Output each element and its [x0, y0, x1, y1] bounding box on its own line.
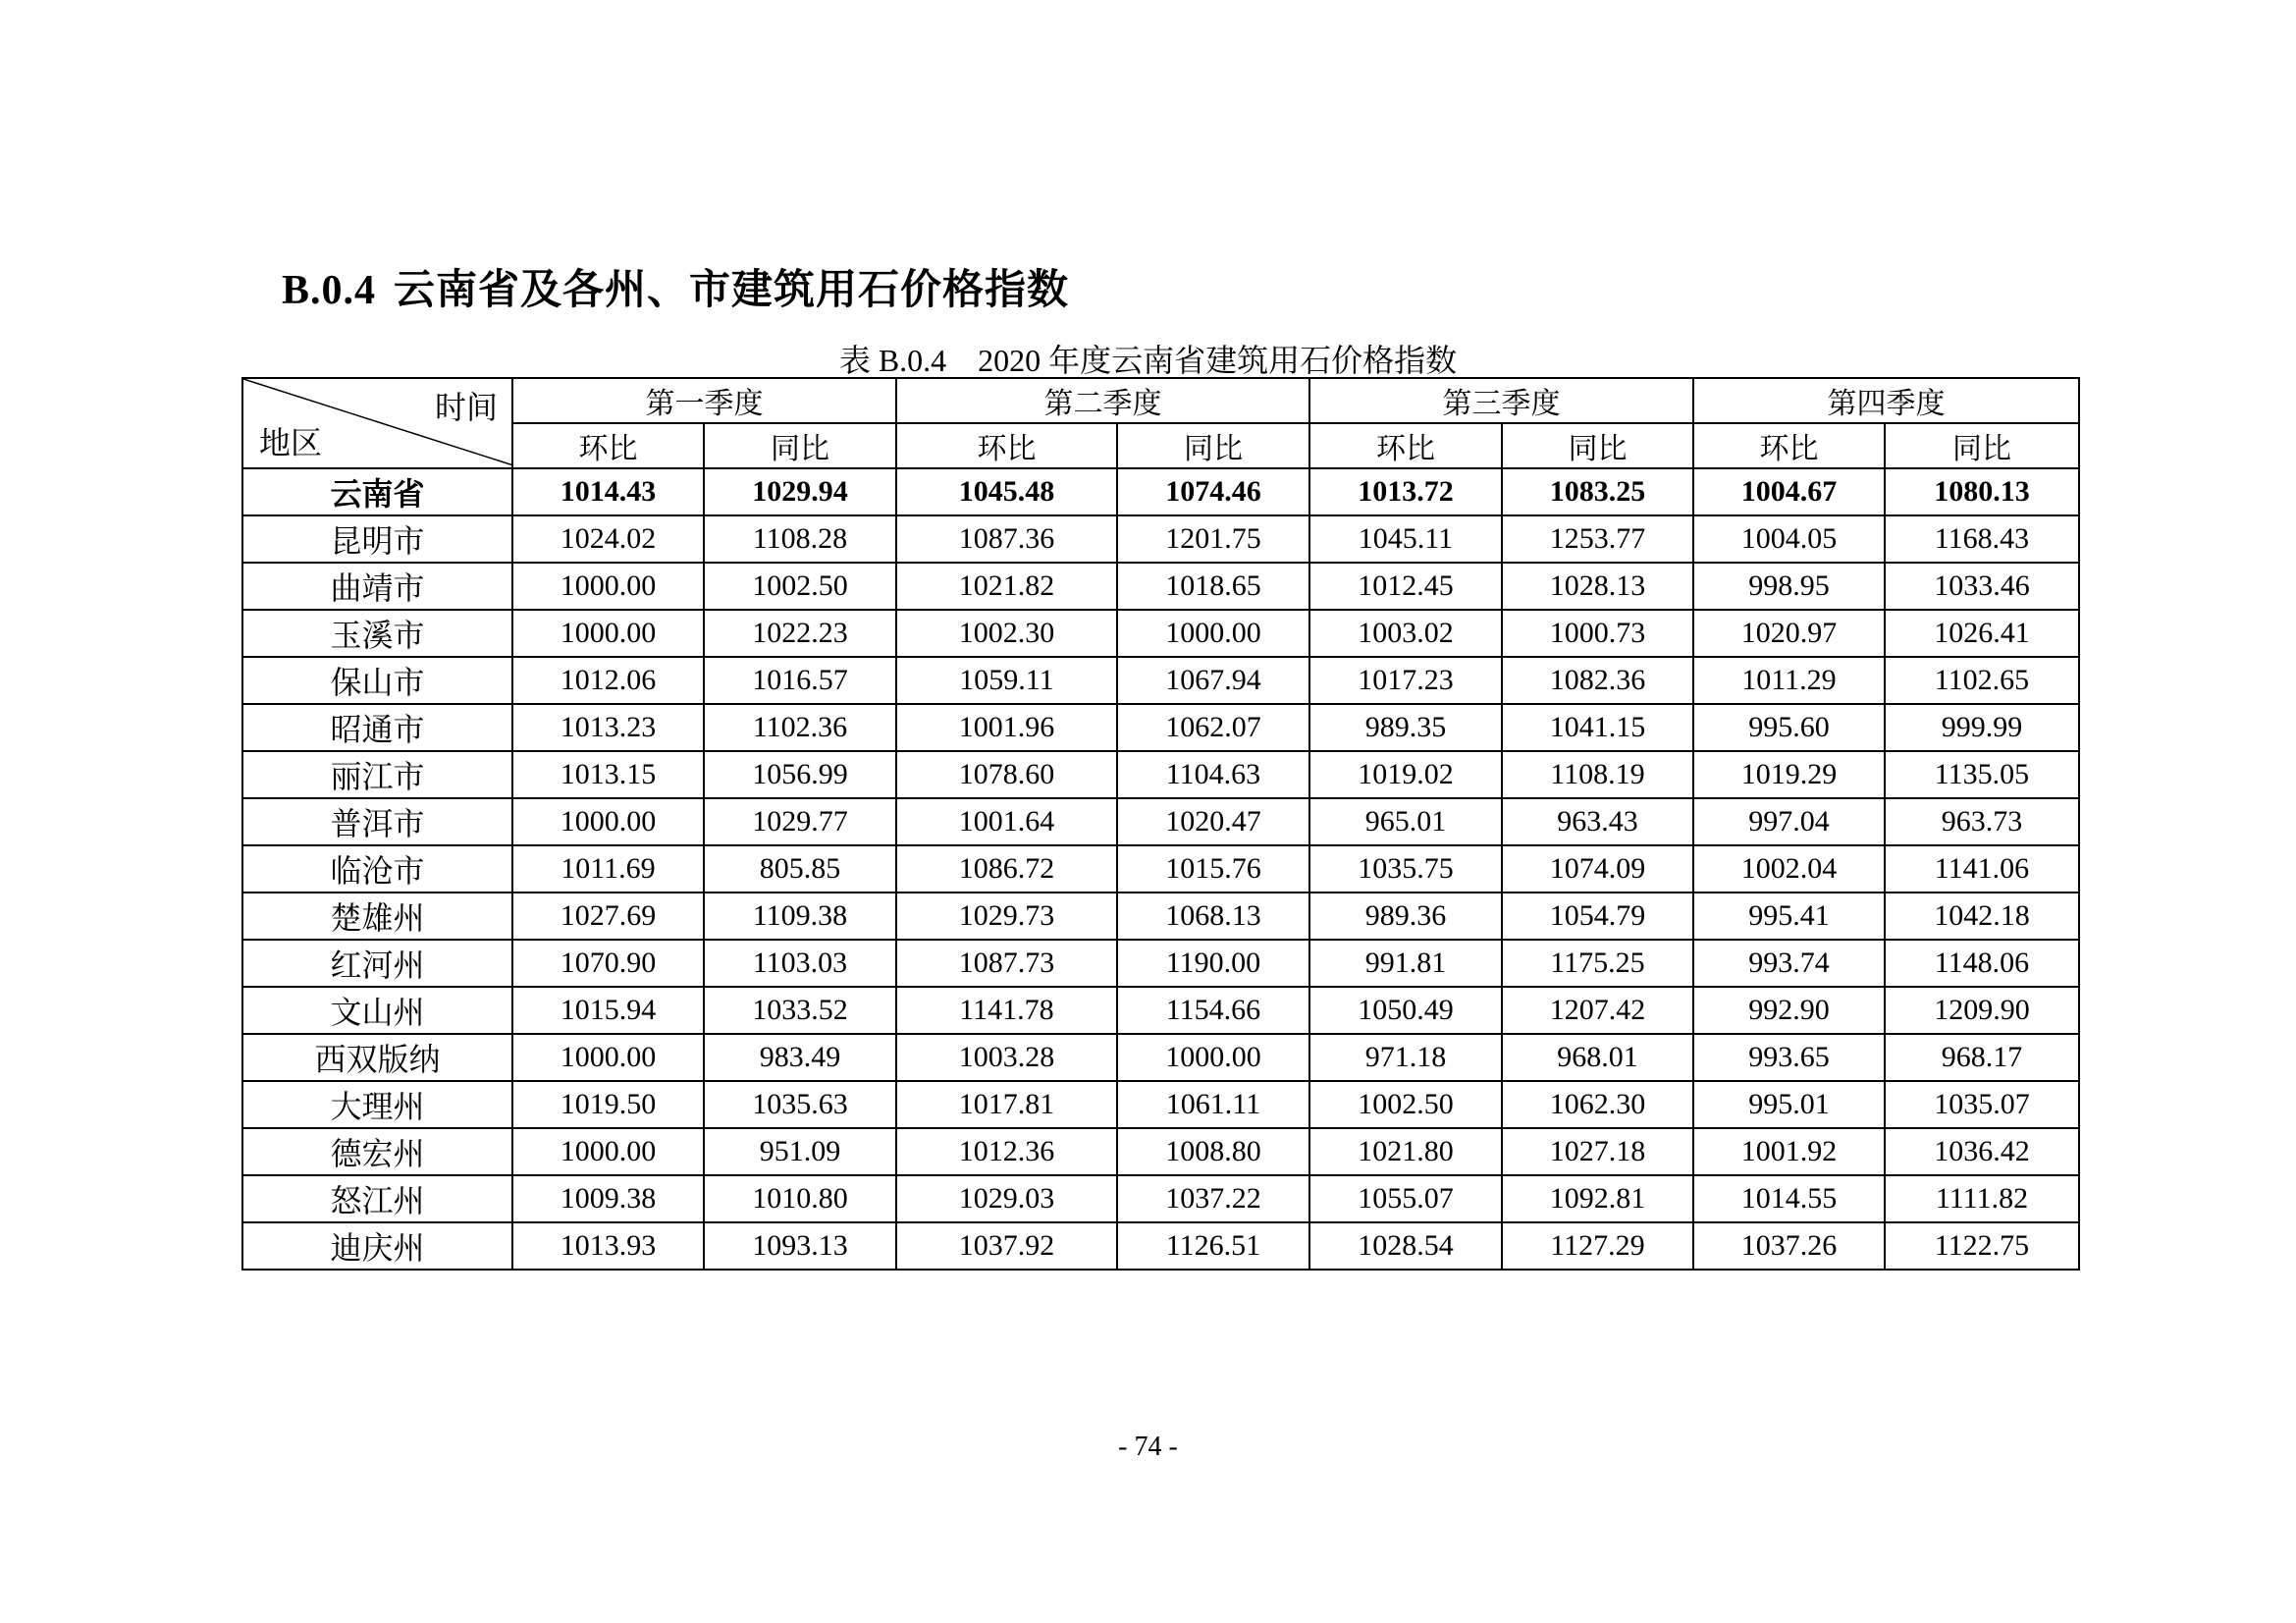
index-value-cell: 1011.29	[1693, 657, 1885, 704]
index-value-cell: 1004.67	[1693, 468, 1885, 515]
index-value-cell: 1037.26	[1693, 1222, 1885, 1270]
index-value-cell: 1122.75	[1885, 1222, 2079, 1270]
index-value-cell: 1056.99	[704, 751, 896, 798]
index-value-cell: 1010.80	[704, 1175, 896, 1222]
index-value-cell: 995.01	[1693, 1081, 1885, 1128]
index-value-cell: 971.18	[1309, 1034, 1502, 1081]
quarter-header-row	[242, 378, 2079, 423]
quarter-header: 第四季度	[1693, 378, 2079, 423]
index-value-cell: 1067.94	[1117, 657, 1309, 704]
index-value-cell: 1000.00	[1117, 1034, 1309, 1081]
index-value-cell: 991.81	[1309, 940, 1502, 987]
index-value-cell: 1102.65	[1885, 657, 2079, 704]
region-cell: 云南省	[242, 468, 512, 515]
region-cell: 文山州	[242, 987, 512, 1034]
index-value-cell: 1126.51	[1117, 1222, 1309, 1270]
index-value-cell: 1074.09	[1502, 845, 1693, 893]
index-value-cell: 1014.43	[512, 468, 704, 515]
table-row	[242, 610, 2079, 657]
index-value-cell: 1019.02	[1309, 751, 1502, 798]
table-row	[242, 798, 2079, 845]
index-value-cell: 1207.42	[1502, 987, 1693, 1034]
index-value-cell: 1021.80	[1309, 1128, 1502, 1175]
index-value-cell: 1061.11	[1117, 1081, 1309, 1128]
index-value-cell: 1002.50	[1309, 1081, 1502, 1128]
index-value-cell: 1002.04	[1693, 845, 1885, 893]
index-value-cell: 1168.43	[1885, 515, 2079, 563]
region-cell: 楚雄州	[242, 893, 512, 940]
index-value-cell: 1148.06	[1885, 940, 2079, 987]
index-value-cell: 1083.25	[1502, 468, 1693, 515]
index-value-cell: 989.36	[1309, 893, 1502, 940]
corner-region-label: 地区	[259, 425, 323, 460]
table-row	[242, 1175, 2079, 1222]
index-value-cell: 1035.75	[1309, 845, 1502, 893]
index-value-cell: 1022.23	[704, 610, 896, 657]
index-value-cell: 1009.38	[512, 1175, 704, 1222]
sub-header: 环比	[512, 423, 704, 468]
index-value-cell: 997.04	[1693, 798, 1885, 845]
index-value-cell: 1002.30	[896, 610, 1117, 657]
index-value-cell: 1055.07	[1309, 1175, 1502, 1222]
region-cell: 曲靖市	[242, 563, 512, 610]
sub-header: 同比	[1117, 423, 1309, 468]
index-value-cell: 1011.69	[512, 845, 704, 893]
index-value-cell: 1028.13	[1502, 563, 1693, 610]
index-value-cell: 1201.75	[1117, 515, 1309, 563]
table-caption	[0, 336, 2296, 381]
table-caption-title: 2020 年度云南省建筑用石价格指数	[978, 343, 1458, 378]
index-value-cell: 999.99	[1885, 704, 2079, 751]
corner-time-label: 时间	[434, 390, 498, 425]
index-value-cell: 1020.97	[1693, 610, 1885, 657]
index-value-cell: 1000.00	[512, 798, 704, 845]
index-value-cell: 1026.41	[1885, 610, 2079, 657]
index-value-cell: 1000.00	[512, 1034, 704, 1081]
index-value-cell: 1087.73	[896, 940, 1117, 987]
index-value-cell: 1037.22	[1117, 1175, 1309, 1222]
region-cell: 丽江市	[242, 751, 512, 798]
index-value-cell: 992.90	[1693, 987, 1885, 1034]
index-value-cell: 1029.94	[704, 468, 896, 515]
index-value-cell: 1103.03	[704, 940, 896, 987]
table-caption-label: 表 B.0.4	[838, 343, 947, 378]
index-value-cell: 1003.02	[1309, 610, 1502, 657]
table-row	[242, 893, 2079, 940]
index-value-cell: 1000.00	[512, 610, 704, 657]
index-value-cell: 1154.66	[1117, 987, 1309, 1034]
index-value-cell: 1019.29	[1693, 751, 1885, 798]
index-value-cell: 1092.81	[1502, 1175, 1693, 1222]
index-value-cell: 1035.63	[704, 1081, 896, 1128]
index-value-cell: 1087.36	[896, 515, 1117, 563]
index-value-cell: 1027.18	[1502, 1128, 1693, 1175]
section-number: B.0.4	[282, 268, 377, 313]
region-cell: 昭通市	[242, 704, 512, 751]
index-value-cell: 1253.77	[1502, 515, 1693, 563]
region-cell: 红河州	[242, 940, 512, 987]
region-cell: 西双版纳	[242, 1034, 512, 1081]
index-value-cell: 1002.50	[704, 563, 896, 610]
table-row	[242, 1128, 2079, 1175]
index-value-cell: 1141.78	[896, 987, 1117, 1034]
index-value-cell: 1078.60	[896, 751, 1117, 798]
index-value-cell: 1035.07	[1885, 1081, 2079, 1128]
region-cell: 昆明市	[242, 515, 512, 563]
index-value-cell: 1209.90	[1885, 987, 2079, 1034]
index-value-cell: 1045.11	[1309, 515, 1502, 563]
index-value-cell: 1021.82	[896, 563, 1117, 610]
table-row	[242, 1034, 2079, 1081]
index-value-cell: 1050.49	[1309, 987, 1502, 1034]
index-value-cell: 1059.11	[896, 657, 1117, 704]
table-row	[242, 751, 2079, 798]
index-value-cell: 1001.64	[896, 798, 1117, 845]
table-row	[242, 657, 2079, 704]
index-value-cell: 1029.03	[896, 1175, 1117, 1222]
corner-header-cell	[242, 378, 512, 468]
index-value-cell: 1028.54	[1309, 1222, 1502, 1270]
index-value-cell: 963.43	[1502, 798, 1693, 845]
index-value-cell: 1102.36	[704, 704, 896, 751]
index-value-cell: 1020.47	[1117, 798, 1309, 845]
region-cell: 怒江州	[242, 1175, 512, 1222]
index-value-cell: 1074.46	[1117, 468, 1309, 515]
index-value-cell: 1036.42	[1885, 1128, 2079, 1175]
region-cell: 临沧市	[242, 845, 512, 893]
index-value-cell: 965.01	[1309, 798, 1502, 845]
index-value-cell: 1019.50	[512, 1081, 704, 1128]
index-value-cell: 1016.57	[704, 657, 896, 704]
index-value-cell: 1062.30	[1502, 1081, 1693, 1128]
index-value-cell: 983.49	[704, 1034, 896, 1081]
index-value-cell: 1017.23	[1309, 657, 1502, 704]
sub-header: 环比	[1693, 423, 1885, 468]
index-value-cell: 1033.46	[1885, 563, 2079, 610]
quarter-header: 第一季度	[512, 378, 896, 423]
index-value-cell: 1086.72	[896, 845, 1117, 893]
index-value-cell: 1068.13	[1117, 893, 1309, 940]
section-heading	[282, 257, 1069, 316]
index-value-cell: 1108.19	[1502, 751, 1693, 798]
region-cell: 迪庆州	[242, 1222, 512, 1270]
index-value-cell: 1042.18	[1885, 893, 2079, 940]
index-value-cell: 1013.15	[512, 751, 704, 798]
index-value-cell: 1012.45	[1309, 563, 1502, 610]
section-title: 云南省及各州、市建筑用石价格指数	[394, 268, 1070, 313]
index-value-cell: 1045.48	[896, 468, 1117, 515]
table-row	[242, 987, 2079, 1034]
index-value-cell: 1027.69	[512, 893, 704, 940]
index-value-cell: 1054.79	[1502, 893, 1693, 940]
index-value-cell: 1111.82	[1885, 1175, 2079, 1222]
index-value-cell: 968.01	[1502, 1034, 1693, 1081]
index-value-cell: 1037.92	[896, 1222, 1117, 1270]
index-value-cell: 968.17	[1885, 1034, 2079, 1081]
index-value-cell: 1013.72	[1309, 468, 1502, 515]
index-value-cell: 995.60	[1693, 704, 1885, 751]
index-value-cell: 1013.93	[512, 1222, 704, 1270]
index-value-cell: 1104.63	[1117, 751, 1309, 798]
index-value-cell: 1008.80	[1117, 1128, 1309, 1175]
index-value-cell: 995.41	[1693, 893, 1885, 940]
index-value-cell: 1070.90	[512, 940, 704, 987]
index-value-cell: 951.09	[704, 1128, 896, 1175]
index-value-cell: 1000.00	[512, 1128, 704, 1175]
table-row	[242, 515, 2079, 563]
index-value-cell: 989.35	[1309, 704, 1502, 751]
region-cell: 大理州	[242, 1081, 512, 1128]
table-row	[242, 1222, 2079, 1270]
table-row	[242, 704, 2079, 751]
index-value-cell: 1001.92	[1693, 1128, 1885, 1175]
index-value-cell: 1015.94	[512, 987, 704, 1034]
sub-header: 同比	[1502, 423, 1693, 468]
index-value-cell: 1175.25	[1502, 940, 1693, 987]
index-value-cell: 1000.00	[512, 563, 704, 610]
index-value-cell: 1013.23	[512, 704, 704, 751]
index-value-cell: 1003.28	[896, 1034, 1117, 1081]
index-value-cell: 1015.76	[1117, 845, 1309, 893]
index-value-cell: 1024.02	[512, 515, 704, 563]
index-value-cell: 1029.77	[704, 798, 896, 845]
index-value-cell: 1190.00	[1117, 940, 1309, 987]
index-value-cell: 1062.07	[1117, 704, 1309, 751]
index-value-cell: 1127.29	[1502, 1222, 1693, 1270]
index-value-cell: 993.65	[1693, 1034, 1885, 1081]
quarter-header: 第三季度	[1309, 378, 1693, 423]
table-row	[242, 563, 2079, 610]
index-value-cell: 1082.36	[1502, 657, 1693, 704]
sub-header: 环比	[896, 423, 1117, 468]
index-value-cell: 1109.38	[704, 893, 896, 940]
region-cell: 保山市	[242, 657, 512, 704]
index-value-cell: 1001.96	[896, 704, 1117, 751]
region-cell: 德宏州	[242, 1128, 512, 1175]
price-index-table	[241, 377, 2080, 1271]
region-cell: 普洱市	[242, 798, 512, 845]
page-number: - 74 -	[1118, 1432, 1178, 1462]
index-value-cell: 1029.73	[896, 893, 1117, 940]
index-value-cell: 1041.15	[1502, 704, 1693, 751]
index-value-cell: 1033.52	[704, 987, 896, 1034]
sub-header-row	[242, 423, 2079, 468]
index-value-cell: 1012.06	[512, 657, 704, 704]
index-value-cell: 993.74	[1693, 940, 1885, 987]
region-cell: 玉溪市	[242, 610, 512, 657]
table-row	[242, 845, 2079, 893]
index-value-cell: 1000.00	[1117, 610, 1309, 657]
index-value-cell: 963.73	[1885, 798, 2079, 845]
index-value-cell: 805.85	[704, 845, 896, 893]
sub-header: 环比	[1309, 423, 1502, 468]
quarter-header: 第二季度	[896, 378, 1309, 423]
sub-header: 同比	[1885, 423, 2079, 468]
index-value-cell: 1018.65	[1117, 563, 1309, 610]
table-row	[242, 1081, 2079, 1128]
index-value-cell: 1017.81	[896, 1081, 1117, 1128]
index-value-cell: 1135.05	[1885, 751, 2079, 798]
table-row	[242, 940, 2079, 987]
index-value-cell: 1108.28	[704, 515, 896, 563]
index-value-cell: 998.95	[1693, 563, 1885, 610]
table-body	[242, 468, 2079, 1270]
index-value-cell: 1004.05	[1693, 515, 1885, 563]
index-value-cell: 1000.73	[1502, 610, 1693, 657]
index-value-cell: 1012.36	[896, 1128, 1117, 1175]
index-value-cell: 1141.06	[1885, 845, 2079, 893]
table-row	[242, 468, 2079, 515]
index-value-cell: 1093.13	[704, 1222, 896, 1270]
sub-header: 同比	[704, 423, 896, 468]
index-value-cell: 1080.13	[1885, 468, 2079, 515]
index-value-cell: 1014.55	[1693, 1175, 1885, 1222]
